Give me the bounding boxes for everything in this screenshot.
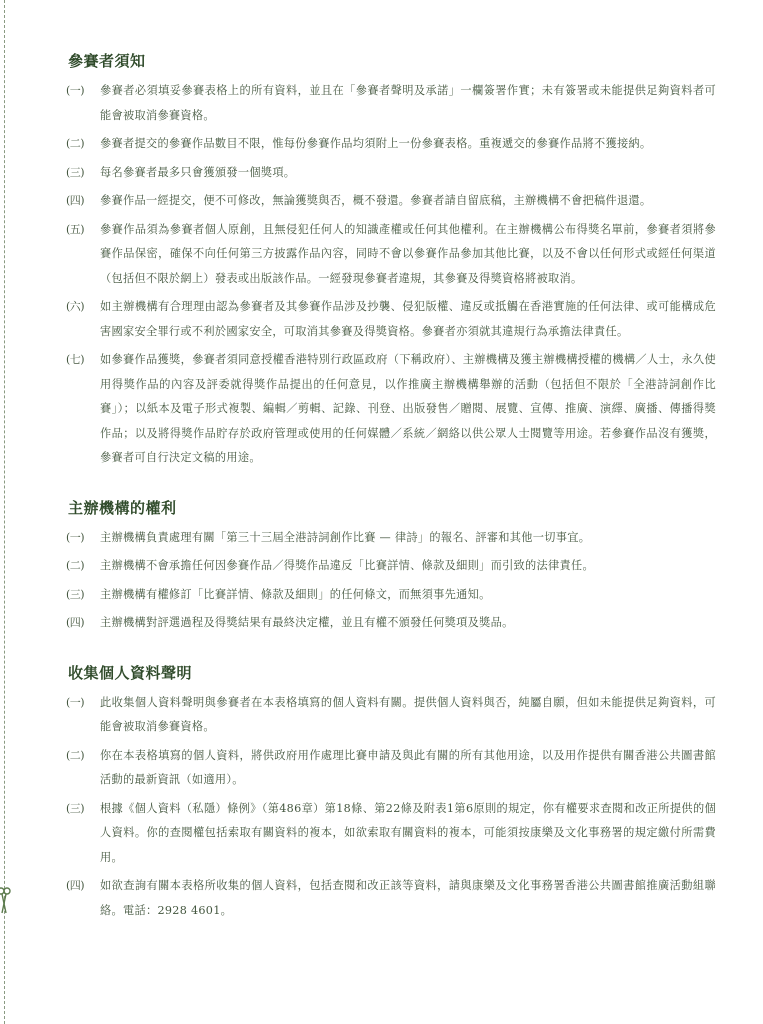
list-item [68,583,716,608]
item-number: (二) [66,559,85,572]
item-text: 你在本表格填寫的個人資料，將供政府用作處理比賽申請及與此有關的所有其他用途，以及用作提供有關香港公共圖書館活動的最新資訊（如適用）。 [100,748,716,786]
item-text: 參賽作品須為參賽者個人原創，且無侵犯任何人的知識產權或任何其他權利。在主辦機構公布得獎名單前，參賽者須將參賽作品保密，確保不向任何第三方披露作品內容，同時不會以參賽作品參加其他比賽，以及不會以任何形式或經任何渠道（包括但不限於網上）發表或出版該作品。一經發現參賽者違規，其參賽及得獎資格將被取消。 [100,222,716,285]
item-number: (七) [66,353,85,366]
section-title: 收集個人資料聲明 [68,663,193,682]
item-text: 主辦機構不會承擔任何因參賽作品／得獎作品違反「比賽詳情、條款及細則」而引致的法律責任。 [100,559,594,572]
list-item [68,554,716,579]
section-title: 參賽者須知 [68,52,146,70]
section-participant-notes [68,50,716,471]
list-item [68,218,716,292]
list-item [68,744,716,793]
item-number: (二) [66,748,85,762]
item-text: 參賽者提交的參賽作品數目不限，惟每份參賽作品均須附上一份參賽表格。重複遞交的參賽作品將不獲接納。 [100,137,652,150]
item-number: (三) [66,801,85,815]
cut-line [4,0,5,1024]
item-text: 如參賽作品獲獎，參賽者須同意授權香港特別行政區政府（下稱政府）、主辦機構及獲主辦機構授權的機構／人士，永久使用得獎作品的內容及評委就得獎作品提出的任何意見，以作推廣主辦機構舉辦的活動（包括但不限於「全港詩詞創作比賽」）；以紙本及電子形式複製、編輯／剪輯、記錄、刊登、出版發售／贈閱、展覽、宣傳、推廣、演繹、廣播、傳播得獎作品；以及將得獎作品貯存於政府管理或使用的任何媒體／系統／網絡以供公眾人士閱覽等用途。若參賽作品沒有獲獎，參賽者可自行決定文稿的用途。 [100,353,716,464]
item-number: (二) [66,137,85,150]
list-item [68,161,716,186]
item-number: (一) [66,695,85,709]
section-organizer-rights [68,497,716,636]
list-item [68,611,716,636]
item-text: 主辦機構對評選過程及得獎結果有最終決定權，並且有權不頒發任何獎項及獎品。 [100,616,514,629]
item-number: (三) [66,165,85,179]
section-privacy-statement [68,662,716,924]
item-number: (四) [66,194,85,207]
item-number: (四) [66,879,85,892]
item-number: (四) [66,616,85,629]
item-text: 此收集個人資料聲明與參賽者在本表格填寫的個人資料有關。提供個人資料與否，純屬自願，但如未能提供足夠資料，可能會被取消參賽資格。 [100,695,716,733]
list-item [68,348,716,471]
item-number: (三) [66,587,85,601]
list-item [68,526,716,551]
item-text: 如欲查詢有關本表格所收集的個人資料，包括查閱和改正該等資料，請與康樂及文化事務署香港公共圖書館推廣活動組聯絡。電話：2928 4601。 [100,879,716,917]
item-number: (六) [66,300,85,313]
document-body [68,50,716,949]
list-item [68,797,716,871]
item-number: (一) [66,84,85,97]
item-text: 參賽者必須填妥參賽表格上的所有資料，並且在「參賽者聲明及承諾」一欄簽署作實；未有簽署或未能提供足夠資料者可能會被取消參賽資格。 [100,84,716,122]
list-item [68,691,716,740]
list-item [68,295,716,344]
list-item [68,189,716,214]
section-title: 主辦機構的權利 [68,498,177,517]
list-item [68,874,716,923]
item-number: (一) [66,530,85,544]
item-text: 根據《個人資料（私隱）條例》（第486章）第18條、第22條及附表1第6原則的規定，你有權要求查閱和改正所提供的個人資料。你的查閱權包括索取有關資料的複本，如欲索取有關資料的複本，可能須按康樂及文化事務署的規定繳付所需費用。 [100,801,716,864]
item-number: (五) [66,222,85,236]
item-text: 主辦機構負責處理有關「第三十三屆全港詩詞創作比賽 — 律詩」的報名、評審和其他一切事宜。 [100,530,591,544]
item-text: 每名參賽者最多只會獲頒發一個獎項。 [100,165,296,179]
scissors-icon [0,886,11,916]
list-item [68,132,716,157]
list-item [68,79,716,128]
item-text: 參賽作品一經提交，便不可修改，無論獲獎與否，概不發還。參賽者請自留底稿，主辦機構不會把稿件退還。 [100,194,652,207]
item-text: 主辦機構有權修訂「比賽詳情、條款及細則」的任何條文，而無須事先通知。 [100,587,491,601]
item-text: 如主辦機構有合理理由認為參賽者及其參賽作品涉及抄襲、侵犯版權、違反或抵觸在香港實施的任何法律、或可能構成危害國家安全罪行或不利於國家安全，可取消其參賽及得獎資格。參賽者亦須就其違規行為承擔法律責任。 [100,300,716,338]
